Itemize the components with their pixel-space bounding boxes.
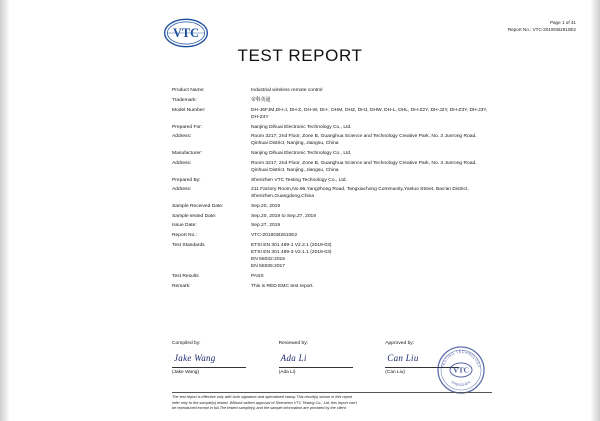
footer-line: be reproduced except in full.The tested sample(s) and the sample information are provided by the client. [172,406,347,411]
signature-handwriting: Can Liu [387,353,419,363]
row-value-line: Nanjing Dihuai Electronic Technology Co., Ltd. [251,124,352,130]
signature-block [172,341,492,389]
vtc-logo-icon [163,18,209,48]
row-value [251,107,492,121]
row-value [251,186,492,200]
row-label: Trademark: [172,98,197,103]
row-label: Product Name: [172,88,205,94]
table-row [172,221,492,231]
row-value [251,283,492,290]
table-row [172,211,492,221]
report-number-label: Report No.: VTC-2019GB2610E2 [507,26,576,32]
row-value [251,160,492,174]
table-row [172,202,492,212]
row-value [251,273,492,280]
row-value-line: Sep.20, 2019 [251,204,281,210]
row-label: Report No.: [172,233,198,239]
signature-name: (Jake Wang) [172,370,200,375]
row-value [251,133,492,147]
footer-line: The test report is effective only with both signature and specialized stamp.This result(s) shown in this report [172,395,353,399]
table-row [172,132,492,149]
table-row [172,105,492,122]
footer-disclaimer [172,392,492,412]
table-row [172,158,492,175]
signature-label: Compiled by: [172,341,201,346]
row-label: Issue Date: [172,223,197,229]
table-row [172,231,492,241]
row-value [251,87,492,94]
row-value [251,232,492,239]
row-label: Model Number: [172,107,206,113]
signature-name: (Can Liu) [385,370,406,375]
row-value-line: DH-J6FJM,DH-J, DH-Z, DH-W, DH-, DHM, DHZ, DHJ, DHW, DH-L, DHL, DH-Z2Y, DH-J2Y, DH-Z3Y, DH-J3Y, DH-Z4Y [251,107,488,120]
row-value-line: VTC-2019GB2610E2 [251,233,298,239]
row-value-line: PASS [251,273,264,279]
row-value-line: ETSI EN 301 489-1 V2.2.1 (2019-03) [251,242,332,248]
row-value-line: Industrial wireless remote control [251,88,323,94]
signature-line [279,367,353,368]
signature-handwriting: Jake Wang [174,353,216,363]
row-label: Sample Received Date: [172,204,224,210]
row-label: Address: [172,134,192,140]
row-label: Prepared For: [172,124,203,130]
row-value-line: This is RED EMC test report. [251,283,314,289]
signature-name: (Ada Li) [278,370,296,375]
table-row [172,185,492,202]
table-row [172,175,492,185]
row-value [251,213,492,220]
row-value-line: Sep.27, 2019 [251,223,281,229]
row-label: Manufacturer: [172,151,203,157]
row-value-line: Sep.20, 2019 to Sep.27, 2019 [251,213,316,219]
row-value-line: 211 Factory Room,No.96,Yangzhong Road, Tangxiachong Community,Yanluo Street, Bao'an District, Shenzhen,Guangdong,China [251,187,469,200]
footer-line: refer only to the sample(s) tested. Without written approval of Shenzhen VTC Testing Co., Ltd, this report can't [172,400,357,405]
svg-text:VTC: VTC [173,26,199,41]
row-value [251,222,492,229]
svg-text:TESTING TECHNOLOGY: TESTING TECHNOLOGY [441,349,481,369]
table-row [172,149,492,159]
row-label: Address: [172,160,192,166]
row-value-line: Room 3217, 2nd Floor, Zone B, Guanghua Science and Technology Creative Park, No. 3 Junrong Road, Qinhuai District, Nanjing, Jiangsu, China [251,160,477,173]
signature-label: Approved by: [385,341,415,346]
row-value [251,242,492,270]
row-label: Sample tested Date: [172,213,217,219]
row-value [251,97,492,104]
row-value [251,177,492,184]
signature-row [172,341,492,389]
row-value-line: Nanjing Dihuai Electronic Technology Co., Ltd. [251,151,352,157]
header-meta [508,20,576,34]
page-number-label: Page 1 of 41 [549,20,576,25]
row-value-line: EN 55032:2015 [251,257,285,263]
row-label: Test Standards [172,242,205,248]
row-value-line: EN 55035:2017 [251,264,285,270]
report-info-table [172,86,492,291]
row-value-line: Shenzhen VTC Testing Technology Co., Ltd. [251,177,347,183]
svg-text:VTC: VTC [453,365,469,375]
svg-text:SHENZHEN: SHENZHEN [450,379,472,388]
row-label: Address: [172,187,192,193]
signature-line [172,367,246,368]
row-value [251,203,492,210]
footer-divider [172,392,492,393]
table-row [172,122,492,132]
row-value-line: ETSI EN 301 489-3 V2.1.1 (2019-03) [251,249,332,255]
row-value [251,150,492,157]
page-title: TEST REPORT [237,46,363,65]
row-label: Prepared By: [172,177,201,183]
table-row [172,272,492,282]
signature-reviewed-by [279,341,386,389]
signature-compiled-by [172,341,279,389]
row-value-line: Room 3217, 2nd Floor, Zone B, Guanghua Science and Technology Creative Park, No. 3 Junrong Road, Qinhuai District, Nanjing, Jiangsu, China [251,134,477,147]
table-row [172,241,492,272]
company-stamp-icon [436,345,486,395]
signature-handwriting: Ada Li [280,353,307,363]
row-label: Test Results [172,273,199,279]
row-label: Remark: [172,283,191,289]
row-value-line: 帝科英通 [251,98,271,103]
table-row [172,86,492,96]
table-row [172,96,492,106]
row-value [251,124,492,131]
signature-approved-by [385,341,492,389]
signature-label: Reviewed by: [278,341,308,346]
table-row [172,281,492,291]
